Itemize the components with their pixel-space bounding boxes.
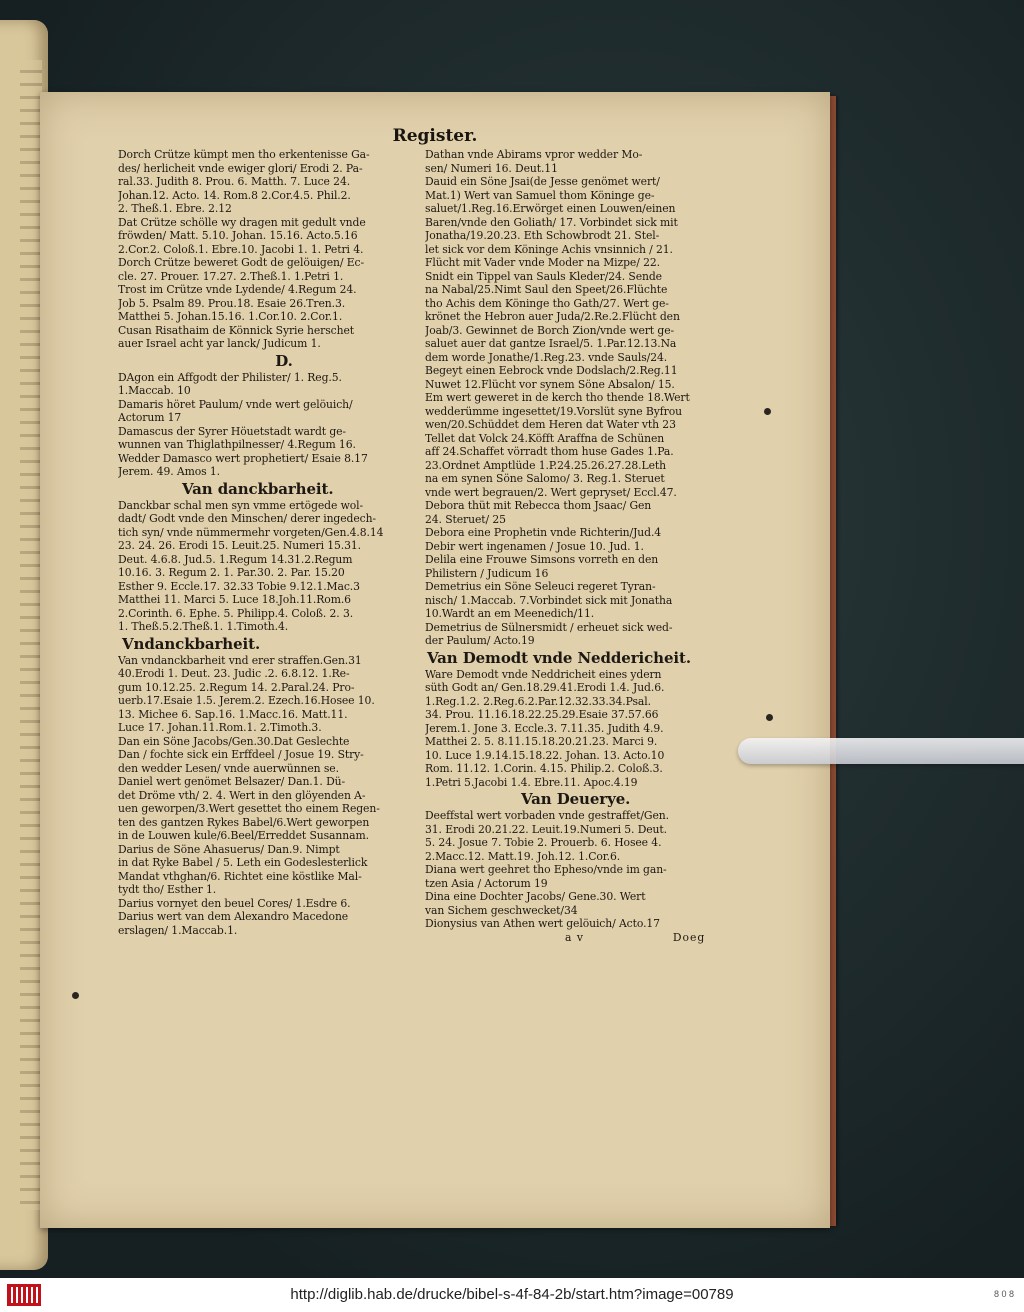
text-line: Dat Crütze schölle wy dragen mit gedult vnde [118,215,366,229]
text-line: wedderümme ingesettet/19.Vorslüt syne Byfrou [425,404,682,418]
text-line: 13. Michee 6. Sap.16. 1.Macc.16. Matt.11. [118,707,348,721]
text-line: wunnen van Thiglathpilnesser/ 4.Regum 16. [118,438,356,451]
text-line: van Sichem geschwecket/34 [425,903,578,917]
text-line: uen geworpen/3.Wert gesettet tho einem Regen- [118,802,380,815]
text-line: Snidt ein Tippel van Sauls Kleder/24. Sende [425,269,662,283]
text-line: tho Achis dem Köninge tho Gath/27. Wert ge- [425,296,669,310]
register-page [40,92,830,1228]
text-line: Jonatha/19.20.23. Eth Schowbrodt 21. Stel- [425,229,660,242]
text-line: Baren/vnde den Goliath/ 17. Vorbindet sick mit [425,215,678,229]
text-line: 10.Wardt an em Meenedich/11. [425,607,595,620]
text-line: uerb.17.Esaie 1.5. Jerem.2. Ezech.16.Hosee 10. [118,694,375,707]
text-line: 2.Cor.2. Coloß.1. Ebre.10. Jacobi 1. 1. Petri 4. [118,242,364,256]
text-line: saluet auer dat gantze Israel/5. 1.Par.12.13.Na [425,337,677,350]
binding-hole [764,408,771,415]
catchword: Doeg [672,930,706,944]
text-line: Demetrius de Sülnersmidt / erheuet sick wed- [425,620,673,634]
text-line: det Dröme vth/ 2. 4. Wert in den glöyenden A- [118,788,366,802]
text-line: Debora eine Prophetin vnde Richterin/Jud.4 [425,526,662,539]
text-line: Em wert geweret in de kerch tho thende 18.Wert [425,391,690,404]
text-line: wen/20.Schüddet dem Heren dat Water vth 23 [425,418,676,431]
text-line: Jerem.1. Jone 3. Eccle.3. 7.11.35. Judith 4.9. [425,721,664,735]
text-line: 31. Erodi 20.21.22. Leuit.19.Numeri 5. Deut. [425,822,667,836]
text-line: Darius vornyet den beuel Cores/ 1.Esdre 6. [118,896,351,910]
text-line: Dina eine Dochter Jacobs/ Gene.30. Wert [425,890,646,903]
text-line: in dat Ryke Babel / 5. Leth ein Godeslesterlick [118,856,368,869]
text-line: Delila eine Frouwe Simsons vorreth en den [425,553,659,566]
text-line: saluet/1.Reg.16.Erwörget einen Louwen/einen [425,202,676,215]
text-line: 23. 24. 26. Erodi 15. Leuit.25. Numeri 15.31. [118,539,362,552]
text-line: vnde wert begrauen/2. Wert gepryset/ Eccl.47. [425,485,677,499]
text-line: Begeyt einen Eebrock vnde Dodslach/2.Reg.11 [425,364,678,377]
text-line: DAgon ein Affgodt der Philister/ 1. Reg.5. [118,370,342,384]
text-line: Danckbar schal men syn vmme ertögede wol- [118,498,364,512]
text-line: Dorch Crütze beweret Godt de gelöuigen/ Ec- [118,256,365,269]
page-title: Register. [392,126,478,146]
text-line: cle. 27. Prouer. 17.27. 2.Theß.1. 1.Petri 1. [118,269,344,283]
text-line: Job 5. Psalm 89. Prou.18. Esaie 26.Tren.3. [118,296,346,310]
text-line: 5. 24. Josue 7. Tobie 2. Prouerb. 6. Hosee 4. [425,836,662,849]
text-line: 23.Ordnet Amptlüde 1.P.24.25.26.27.28.Leth [425,458,666,472]
text-line: 2.Corinth. 6. Ephe. 5. Philipp.4. Coloß. 2. 3. [118,606,354,620]
text-line: Tellet dat Volck 24.Köfft Araffna de Schünen [425,431,665,445]
text-line: in de Louwen kule/6.Beel/Erreddet Susannam. [118,829,369,842]
text-line: den wedder Lesen/ vnde auerwünnen se. [118,761,339,775]
text-line: 1.Reg.1.2. 2.Reg.6.2.Par.12.32.33.34.Psal. [425,694,651,708]
text-line: Van vndanckbarheit vnd erer straffen.Gen.31 [118,653,362,667]
text-line: sen/ Numeri 16. Deut.11 [425,161,558,175]
text-line: 1. Theß.5.2.Theß.1. 1.Timoth.4. [118,620,289,633]
text-line: 1.Maccab. 10 [118,384,191,397]
text-line: Damaris höret Paulum/ vnde wert gelöuich/ [118,397,353,411]
text-line: 2.Macc.12. Matt.19. Joh.12. 1.Cor.6. [425,849,621,863]
text-line: krönet the Hebron auer Juda/2.Re.2.Flücht den [425,310,680,323]
heading-danckbarheit: Van danckbarheit. [182,479,334,498]
text-line: Matthei 11. Marci 5. Luce 18.Joh.11.Rom.6 [118,593,351,606]
text-line: Nuwet 12.Flücht vor synem Söne Absalon/ 15. [425,377,675,391]
text-line: Mandat vthghan/6. Richtet eine köstlike Mal- [118,869,362,883]
text-line: Actorum 17 [118,411,182,424]
text-line: Matthei 5. Johan.15.16. 1.Cor.10. 2.Cor.1. [118,310,343,323]
heading-demodt: Van Demodt vnde Neddericheit. [427,648,691,667]
text-line: Deeffstal wert vorbaden vnde gestraffet/Gen. [425,809,669,822]
text-line: Dauid ein Söne Jsai(de Jesse genömet wert/ [425,175,660,188]
text-line: 10. Luce 1.9.14.15.18.22. Johan. 13. Acto.10 [425,748,665,762]
text-line: tzen Asia / Actorum 19 [425,876,548,890]
text-line: süth Godt an/ Gen.18.29.41.Erodi 1.4. Jud.6. [425,681,665,694]
text-line: Dionysius van Athen wert gelöuich/ Acto.17 [425,917,660,930]
text-line: der Paulum/ Acto.19 [425,634,535,647]
text-line: Dathan vnde Abirams vpror wedder Mo- [425,148,643,161]
text-line: Jerem. 49. Amos 1. [118,465,220,478]
text-line: Dan / fochte sick ein Erffdeel / Josue 19. Stry- [118,748,364,761]
text-line: auer Israel acht yar lanck/ Judicum 1. [118,337,321,350]
text-line: Rom. 11.12. 1.Corin. 4.15. Philip.2. Coloß.3. [425,762,663,775]
text-line: Cusan Risathaim de Könnick Syrie herschet [118,323,354,337]
section-letter: D. [275,351,293,370]
text-line: let sick vor dem Köninge Achis vnsinnich / 21. [425,242,673,256]
text-line: ral.33. Judith 8. Prou. 6. Matth. 7. Luce 24. [118,175,351,188]
text-line: Dorch Crütze kümpt men tho erkentenisse Ga- [118,148,370,161]
text-line: nisch/ 1.Maccab. 7.Vorbindet sick mit Jonatha [425,593,673,607]
binding-hole [72,992,79,999]
text-line: ten des gantzen Rykes Babel/6.Wert geworpen [118,815,370,829]
heading-vndanckbarheit: Vndanckbarheit. [122,634,261,653]
text-line: Deut. 4.6.8. Jud.5. 1.Regum 14.31.2.Regum [118,552,353,566]
text-line: 40.Erodi 1. Deut. 23. Judic .2. 6.8.12. 1.Re- [118,667,350,680]
footer-line [425,931,731,945]
text-line: gum 10.12.25. 2.Regum 14. 2.Paral.24. Pro- [118,680,355,694]
text-line: Damascus der Syrer Höuetstadt wardt ge- [118,424,346,438]
text-line: erslagen/ 1.Maccab.1. [118,923,238,937]
text-line: na em synen Söne Salomo/ 3. Reg.1. Steruet [425,472,665,485]
viewer-footer [0,1278,1024,1312]
text-line: 24. Steruet/ 25 [425,512,506,526]
text-line: dem worde Jonathe/1.Reg.23. vnde Sauls/24. [425,350,668,364]
text-line: dadt/ Godt vnde den Minschen/ derer ingedech- [118,512,376,525]
text-line: Philistern / Judicum 16 [425,566,549,580]
page-url[interactable]: http://diglib.hab.de/drucke/bibel-s-4f-84-2b/start.htm?image=00789 [290,1286,734,1303]
page-clip [738,738,1024,764]
text-line: Johan.12. Acto. 14. Rom.8 2.Cor.4.5. Phil.2. [118,188,351,202]
text-line: Matthei 2. 5. 8.11.15.18.20.21.23. Marci 9. [425,735,658,748]
text-line: Wedder Damasco wert prophetiert/ Esaie 8.17 [118,451,368,465]
text-line: 10.16. 3. Regum 2. 1. Par.30. 2. Par. 15.20 [118,566,345,579]
text-line: Diana wert geehret tho Epheso/vnde im gan- [425,863,667,876]
text-line: 2. Theß.1. Ebre. 2.12 [118,202,232,215]
text-line: Mat.1) Wert van Samuel thom Köninge ge- [425,188,655,202]
text-line: na Nabal/25.Nimt Saul den Speet/26.Flüchte [425,283,668,296]
binding-hole [766,714,773,721]
text-line: Daniel wert genömet Belsazer/ Dan.1. Dü- [118,775,346,788]
signature-mark: a v [565,930,584,944]
text-line: fröwden/ Matt. 5.10. Johan. 15.16. Acto.5.16 [118,229,358,242]
text-line: des/ herlicheit vnde ewiger glori/ Erodi 2. Pa- [118,161,363,175]
text-line: 1.Petri 5.Jacobi 1.4. Ebre.11. Apoc.4.19 [425,775,638,789]
text-line: Luce 17. Johan.11.Rom.1. 2.Timoth.3. [118,721,322,734]
text-line: Esther 9. Eccle.17. 32.33 Tobie 9.12.1.Mac.3 [118,579,360,593]
text-line: Demetrius ein Söne Seleuci regeret Tyran- [425,580,656,593]
text-line: aff 24.Schaffet vörradt thom huse Gades 1.Pa. [425,445,674,458]
heading-deuerye: Van Deuerye. [521,790,631,808]
text-line: Flücht mit Vader vnde Moder na Mizpe/ 22. [425,256,660,269]
text-line: Joab/3. Gewinnet de Borch Zion/vnde wert ge- [425,323,675,337]
text-line: Dan ein Söne Jacobs/Gen.30.Dat Geslechte [118,734,350,748]
text-line: tydt tho/ Esther 1. [118,883,217,896]
text-line: Darius de Söne Ahasuerus/ Dan.9. Nimpt [118,842,340,856]
right-column [425,148,731,944]
text-line: Debora thüt mit Rebecca thom Jsaac/ Gen [425,499,652,512]
text-line: 34. Prou. 11.16.18.22.25.29.Esaie 37.57.66 [425,708,659,721]
text-line: Ware Demodt vnde Neddricheit eines ydern [425,667,662,681]
page-marker: 8 0 8 [993,1289,1014,1299]
left-column [118,148,450,937]
text-line: Debir wert ingenamen / Josue 10. Jud. 1. [425,539,644,553]
text-line: tich syn/ vnde nümmermehr vorgeten/Gen.4.8.14 [118,525,384,539]
text-line: Trost im Crütze vnde Lydende/ 4.Regum 24. [118,283,357,296]
text-line: Darius wert van dem Alexandro Macedone [118,910,349,923]
